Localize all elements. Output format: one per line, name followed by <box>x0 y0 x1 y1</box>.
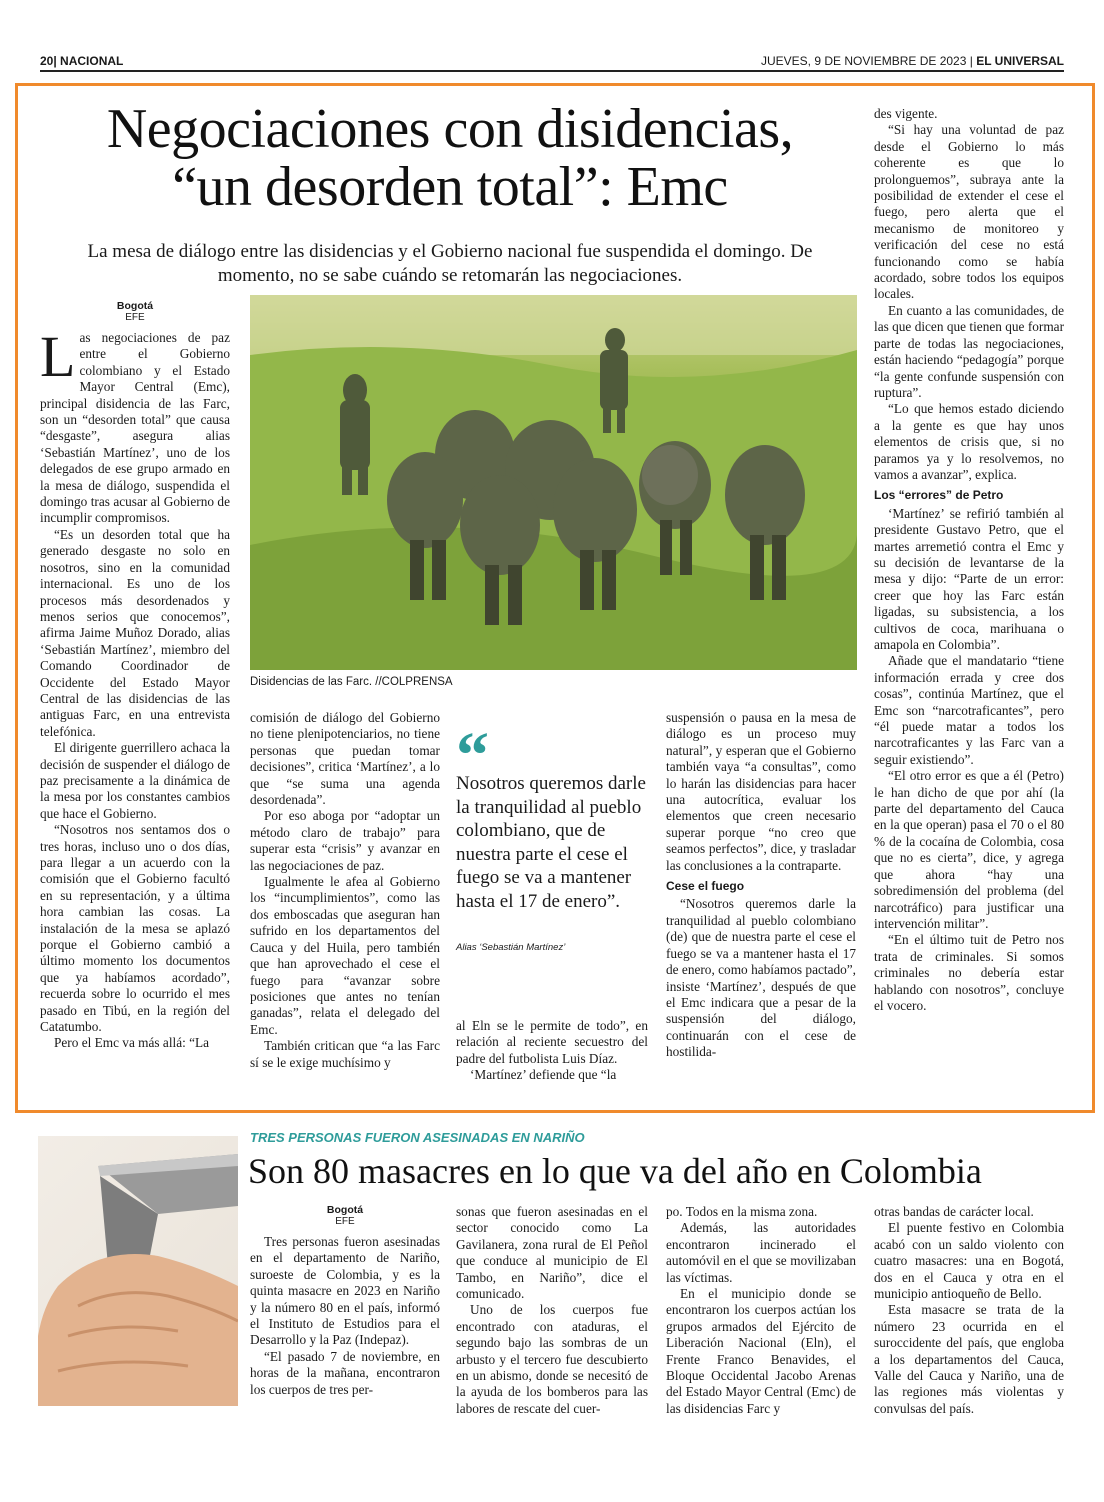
page-folio <box>40 52 1064 72</box>
pistol-illustration <box>38 1136 238 1406</box>
paragraph: al Eln se le permite de todo”, en relación al reciente secuestro del padre del futbolista Luis Díaz. <box>456 1018 648 1066</box>
paragraph: En cuanto a las comunidades, de las que dicen que tienen que formar parte de todas las negociaciones, están haciendo “pedagogía” porque “la gente confunde suspensión con ruptura”. <box>874 302 1064 400</box>
second-column-4 <box>874 1204 1064 1417</box>
paragraph: “Es un desorden total que ha generado desgaste no solo en nosotros, sino en la comunidad internacional. Es uno de los procesos más desordenados y menos serios que conocemos”, afirma Jaime Muñoz Dorado, alias ‘Sebastián Martínez’, miembro del Comando Coordinador de Occidente del Estado Mayor Central de las disidencias de las antiguas Farc, en una entrevista telefónica. <box>40 526 230 739</box>
paragraph: “Nosotros queremos darle la tranquilidad al pueblo colombiano (de) que de nuestra parte el cese el fuego se va a mantener hasta el 17 de enero, como habíamos pactado”, insiste ‘Martínez’, después de que el Emc indicara que a pesar de la suspensión del diálogo, continuarán con el cese de hostilida- <box>666 896 856 1060</box>
second-byline: Bogotá EFE <box>326 1204 364 1227</box>
paragraph: Esta masacre se trata de la número 23 ocurrida en el suroccidente del país, que engloba a los departamentos del Cauca, Valle del Cauca y Nariño, una de las regiones más violentas y convulsas del país. <box>874 1302 1064 1416</box>
quote-mark-icon: “ <box>456 719 489 792</box>
subheading-errores-petro: Los “errores” de Petro <box>874 488 1004 503</box>
paragraph: Igualmente le afea al Gobierno los “incumplimientos”, como las dos emboscadas que aseguran han sufrido en los departamentos del Cauca y del Huila, pero también que han aprovechado el cese el fuego para “avanzar sobre posiciones que antes no tenían ganadas”, relata el delegado del Emc. <box>250 874 440 1037</box>
guerrillas-photo <box>250 295 857 670</box>
paragraph: “El otro error es que a él (Petro) le han dicho de que por ahí (la parte del departamento del Cauca en la que operan) pasa el 70 o el 80 % de la cocaína de Colombia, cosa que no es cierta”, dice, y agrega que ahora “hay una sobredimensión del problema (del narcotráfico) para justificar una intervención militar”. <box>874 768 1064 931</box>
paragraph: “En el último tuit de Petro nos trata de criminales. Si somos criminales no debería estar hablando con nosotros”, concluye el vocero. <box>874 932 1064 1013</box>
main-subhead: La mesa de diálogo entre las disidencias y el Gobierno nacional fue suspendida el domingo. De momento, no se sabe cuándo se retomarán las negociaciones. <box>87 241 813 286</box>
pistol-image <box>38 1136 238 1406</box>
main-column-5 <box>874 106 1064 1014</box>
paragraph: El dirigente guerrillero achaca la decisión de suspender el diálogo de paz precisamente a la dinámica de la mesa por los constantes cambios que hace el Gobierno. <box>40 740 230 821</box>
main-column-4 <box>666 710 856 1061</box>
main-byline: Bogotá EFE <box>116 300 154 323</box>
paragraph: des vigente. <box>874 106 938 121</box>
paragraph: Añade que el mandatario “tiene información errada y cree dos cosas”, continúa Martínez, que el Emc son “narcotraficantes”, pero “él puede matar a todos los narcotraficantes y las Farc van a seguir existiendo”. <box>874 653 1064 767</box>
lead-paragraph: Las negociaciones de paz entre el Gobierno colombiano y el Estado Mayor Central (Emc), principal disidencia de las Farc, son un “desorden total” que causa “desgaste”, asegura alias ‘Sebastián Martínez’, uno de los delegados de ese grupo armado en la mesa de diálogo, suspendida el domingo tras acusar al Gobierno de incumplir compromisos. <box>40 324 230 526</box>
paragraph: otras bandas de carácter local. <box>874 1204 1034 1219</box>
paragraph: “El pasado 7 de noviembre, en horas de la mañana, encontraron los cuerpos de tres per- <box>250 1348 440 1397</box>
paragraph: Además, las autoridades encontraron incinerado el automóvil en el que se movilizaban las víctimas. <box>666 1220 856 1285</box>
second-column-3 <box>666 1204 856 1417</box>
paragraph: Por eso aboga por “adoptar un método claro de trabajo” para superar esta “crisis” y avanzar en las negociaciones de paz. <box>250 808 440 873</box>
second-column-2 <box>456 1204 648 1417</box>
paragraph: sonas que fueron asesinadas en el sector conocido como La Gavilanera, zona rural de El Peñol que conduce al municipio de El Tambo, en Nariño”, dice el comunicado. <box>456 1204 648 1302</box>
paragraph: po. Todos en la misma zona. <box>666 1204 818 1219</box>
kicker: TRES PERSONAS FUERON ASESINADAS EN NARIÑO <box>250 1130 585 1145</box>
paragraph: “Nosotros nos sentamos dos o tres horas, incluso uno o dos días, para llegar a un acuerdo con la comisión que el Gobierno facultó en su representación, y a última hora cambian las cosas. La instalación de la mesa se aplazó porque el Gobierno cambió a último momento los documentos que ya habíamos acordado”, recuerda sobre lo ocurrido el mes pasado en Tibú, en la región del Catatumbo. <box>40 822 230 1035</box>
main-column-1 <box>40 300 230 1052</box>
second-headline: Son 80 masacres en lo que va del año en Colombia <box>248 1151 982 1191</box>
newspaper-name: EL UNIVERSAL <box>976 54 1064 68</box>
paragraph: ‘Martínez’ defiende que “la <box>470 1067 617 1083</box>
issue-date: JUEVES, 9 DE NOVIEMBRE DE 2023 | EL UNIVERSAL <box>761 54 1064 68</box>
photo-illustration <box>250 295 857 670</box>
pull-quote-attribution: Alias ‘Sebastián Martínez’ <box>456 942 566 953</box>
second-column-1 <box>250 1204 440 1398</box>
paragraph: Tres personas fueron asesinadas en el departamento de Nariño, suroeste de Colombia, y es la quinta masacre en 2023 en Nariño y la número 80 en el país, informó el Instituto de Estudios para el Desarrollo y la Paz (Indepaz). <box>250 1234 440 1348</box>
paragraph: “Si hay una voluntad de paz desde el Gobierno lo más coherente es que lo prolonguemos”, subraya ante la posibilidad de extender el cese el fuego, pero alerta que el mecanismo de monitoreo y verificación del cese no está funcionando como se había acordado, sobre todos los equipos locales. <box>874 122 1064 302</box>
paragraph: suspensión o pausa en la mesa de diálogo es un proceso muy natural”, y esperan que el Gobierno también vaya “a consultas”, como lo harán las disidencias para hacer una autocrítica, evaluar los elementos que creen necesario superar porque “no creo que seamos perfectos”, dice, y trasladar las conclusiones a la contraparte. <box>666 710 856 873</box>
paragraph: “Lo que hemos estado diciendo a la gente es que hay unos elementos de crisis que, si no paramos ya y lo resolvemos, no vamos a avanzar”, explica. <box>874 401 1064 482</box>
paragraph: ‘Martínez’ se refirió también al presidente Gustavo Petro, que el martes arremetió contra el Emc y su decisión de levantarse de la mesa y dijo: “Parte de un error: creer que hoy las Farc están ligadas, su subsistencia, a los cultivos de coca, marihuana o amapola en Colombia”. <box>874 505 1064 652</box>
subheading-cese-fuego: Cese el fuego <box>666 879 745 894</box>
main-column-2 <box>250 710 440 1071</box>
photo-caption: Disidencias de las Farc. //COLPRENSA <box>250 676 453 688</box>
paragraph: El puente festivo en Colombia acabó con un saldo violento con cuatro masacres: una en Bogotá, dos en el Cauca y otra en el municipio antioqueño de Bello. <box>874 1220 1064 1302</box>
paragraph: También critican que “a las Farc sí se le exige muchísimo y <box>250 1038 440 1070</box>
paragraph: Pero el Emc va más allá: “La <box>54 1035 210 1051</box>
main-headline: Negociaciones con disidencias, “un desorden total”: Emc <box>106 98 794 218</box>
page-section: 20| NACIONAL <box>40 54 124 68</box>
main-column-3 <box>456 1018 648 1084</box>
dropcap: L <box>40 324 76 389</box>
paragraph: En el municipio donde se encontraron los cuerpos actúan los grupos armados del Ejército de Liberación Nacional (Eln), el Frente Franco Benavides, el Bloque Occidental Jacobo Arenas del Estado Mayor Central (Emc) de las disidencias Farc y <box>666 1286 856 1416</box>
paragraph: Uno de los cuerpos fue encontrado con ataduras, el segundo bajo las sombras de un arbusto y el tercero fue descubierto en un abismo, donde se necesitó de la ayuda de los bomberos para las labores de rescate del cuer- <box>456 1302 648 1416</box>
pull-quote: Nosotros queremos darle la tranquilidad al pueblo colombiano, que de nuestra parte el cese el fuego se va a mantener hasta el 17 de enero”. <box>456 773 646 912</box>
paragraph: comisión de diálogo del Gobierno no tiene plenipotenciarios, no tiene personas que puedan tomar decisiones”, critica ‘Martínez’, a lo que “se suma una agenda desordenada”. <box>250 710 440 808</box>
